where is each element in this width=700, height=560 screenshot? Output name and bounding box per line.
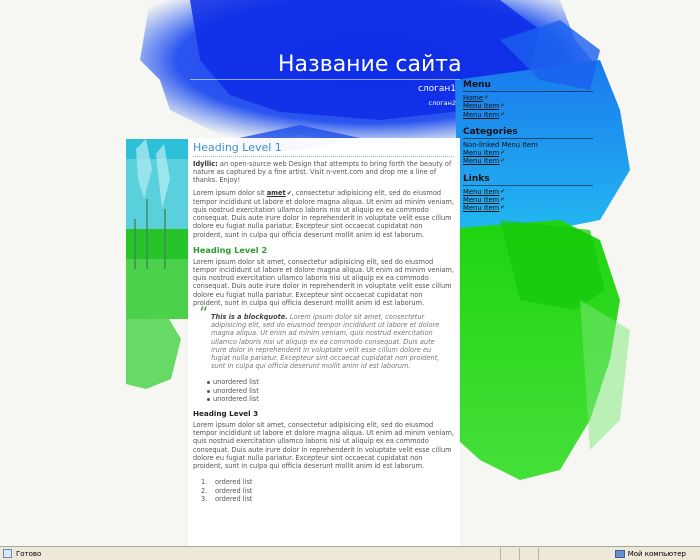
- status-zone: [615, 550, 700, 558]
- paragraph-1-start: Lorem ipsum dolor sit: [193, 188, 267, 197]
- sidebar-item-link[interactable]: [463, 204, 593, 212]
- ordered-number: 3.: [201, 494, 208, 503]
- my-computer-icon: [615, 550, 625, 558]
- check-icon: ✔: [500, 187, 506, 195]
- zone-text: Мой компьютер: [627, 549, 686, 558]
- sidebar-item-category[interactable]: [463, 157, 593, 165]
- sidebar-item-menu[interactable]: [463, 111, 593, 119]
- link-check-icon: ✔: [286, 189, 292, 197]
- status-divider: [538, 548, 539, 560]
- unordered-list: [207, 378, 454, 403]
- sidebar-item-category[interactable]: [463, 149, 593, 157]
- slogan-secondary: слоган2: [428, 99, 456, 107]
- ordered-list-item: [201, 495, 454, 503]
- check-icon: ✔: [500, 204, 506, 212]
- sidebar-item-menu[interactable]: [463, 102, 593, 110]
- check-icon: ✔: [500, 110, 506, 118]
- paragraph-3: Lorem ipsum dolor sit amet, consectetur adipisicing elit, sed do eiusmod tempor incididunt ut labore et dolore magna aliqua. Ut enim ad minim veniam, quis nostrud exercitation ullamco laboris nisi ut aliquip ex ea commodo consequat. Duis aute irure dolor in reprehenderit in voluptate velit esse cillum dolore eu fugiat nulla pariatur. Excepteur sint occaecat cupidatat non proident, sunt in culpa qui officia deserunt mollit anim id est laborum.: [193, 421, 455, 471]
- ordered-text: ordered list: [215, 486, 253, 495]
- check-icon: ✔: [500, 102, 506, 110]
- sidebar-item-label[interactable]: Home: [463, 94, 484, 102]
- links-group: [463, 174, 593, 213]
- categories-heading: Categories: [463, 127, 593, 139]
- sidebar-item-label[interactable]: Menu Item: [463, 149, 500, 158]
- blockquote-bold: This is a blockquote.: [211, 313, 288, 322]
- list-item: unordered list: [207, 387, 454, 395]
- left-decorative-image: [126, 139, 188, 439]
- check-icon: ✔: [484, 94, 490, 101]
- title-divider: [190, 79, 460, 80]
- blockquote-text: Lorem ipsum dolor sit amet, consectetur adipisicing elit, sed do eiusmod tempor incididunt ut labore et dolore magna aliqua. Ut enim ad minim veniam, quis nostrud exercitation ullamco laboris nisi ut aliquip ex ea commodo consequat. Duis aute irure dolor in reprehenderit in voluptate velit esse cillum dolore eu fugiat nulla pariatur. Excepteur sint occaecat cupidatat non proident, sunt in culpa qui officia deserunt mollit anim id est laborum.: [211, 313, 440, 371]
- categories-group: [463, 127, 593, 166]
- ordered-number: 2.: [201, 486, 208, 495]
- sidebar-item-label[interactable]: Menu Item: [463, 157, 500, 166]
- heading-level-1: Heading Level 1: [193, 141, 454, 157]
- paragraph-1-end: , consectetur adipisicing elit, sed do eiusmod tempor incididunt ut labore et dolore magna aliqua. Ut enim ad minim veniam, quis nostrud exercitation ullamco laboris nisi ut aliquip ex ea commodo consequat. Duis aute irure dolor in reprehenderit in voluptate velit esse cillum dolore eu fugiat nulla pariatur. Excepteur sint occaecat cupidatat non proident, sunt in culpa qui officia deserunt mollit anim id est laborum.: [193, 188, 455, 239]
- sidebar-item-home[interactable]: [463, 94, 593, 102]
- status-text: Готово: [16, 549, 42, 558]
- paragraph-2: Lorem ipsum dolor sit amet, consectetur adipisicing elit, sed do eiusmod tempor incididunt ut labore et dolore magna aliqua. Ut enim ad minim veniam, quis nostrud exercitation ullamco laboris nisi ut aliquip ex ea commodo consequat. Duis aute irure dolor in reprehenderit in voluptate velit esse cillum dolore eu fugiat nulla pariatur. Excepteur sint occaecat cupidatat non proident, sunt in culpa qui officia deserunt mollit anim id est laborum.: [193, 257, 455, 307]
- sidebar-item-label[interactable]: Menu Item: [463, 196, 500, 205]
- menu-heading: Menu: [463, 80, 593, 92]
- quote-mark-icon: “: [199, 304, 208, 325]
- paragraph-1: [193, 189, 454, 239]
- sidebar-item-label[interactable]: Menu Item: [463, 204, 500, 213]
- ordered-number: 1.: [201, 478, 208, 487]
- check-icon: ✔: [500, 157, 506, 165]
- menu-group: [463, 80, 593, 119]
- status-divider: [519, 548, 520, 560]
- sidebar-item-link[interactable]: [463, 188, 593, 196]
- check-icon: ✔: [500, 149, 506, 157]
- sidebar-item-label[interactable]: Menu Item: [463, 110, 500, 119]
- ordered-list-item: [201, 487, 454, 495]
- ordered-text: ordered list: [215, 478, 253, 487]
- list-item: unordered list: [207, 395, 454, 403]
- intro-bold: Idyllic:: [193, 160, 218, 168]
- sidebar-item-nonlinked: Non-linked Menu Item: [463, 140, 538, 149]
- intro-paragraph: [193, 160, 454, 185]
- right-sidebar: [463, 80, 593, 221]
- site-title[interactable]: Название сайта: [278, 52, 462, 77]
- sidebar-item-link[interactable]: [463, 196, 593, 204]
- check-icon: ✔: [500, 196, 506, 204]
- browser-status-bar: [0, 546, 700, 560]
- status-left: [0, 549, 500, 558]
- sidebar-item-label[interactable]: Menu Item: [463, 102, 500, 111]
- ordered-list-item: [201, 478, 454, 486]
- ordered-text: ordered list: [215, 494, 253, 503]
- sidebar-item-label[interactable]: Menu Item: [463, 187, 500, 196]
- main-content: [188, 138, 460, 546]
- blockquote: [199, 304, 450, 371]
- ordered-list: [201, 478, 454, 503]
- page-done-icon: [3, 549, 12, 558]
- list-item: unordered list: [207, 378, 454, 386]
- intro-text: an open-source web Design that attempts to bring forth the beauty of nature as captured by a fine artist. Visit n-vent.com and drop me a line of thanks. Enjoy!: [193, 160, 452, 185]
- heading-level-2: Heading Level 2: [193, 244, 268, 255]
- slogan-primary: слоган1: [417, 84, 456, 94]
- links-heading: Links: [463, 174, 593, 186]
- amet-link[interactable]: amet: [266, 188, 286, 197]
- heading-level-3: Heading Level 3: [193, 409, 259, 419]
- status-divider: [500, 548, 501, 560]
